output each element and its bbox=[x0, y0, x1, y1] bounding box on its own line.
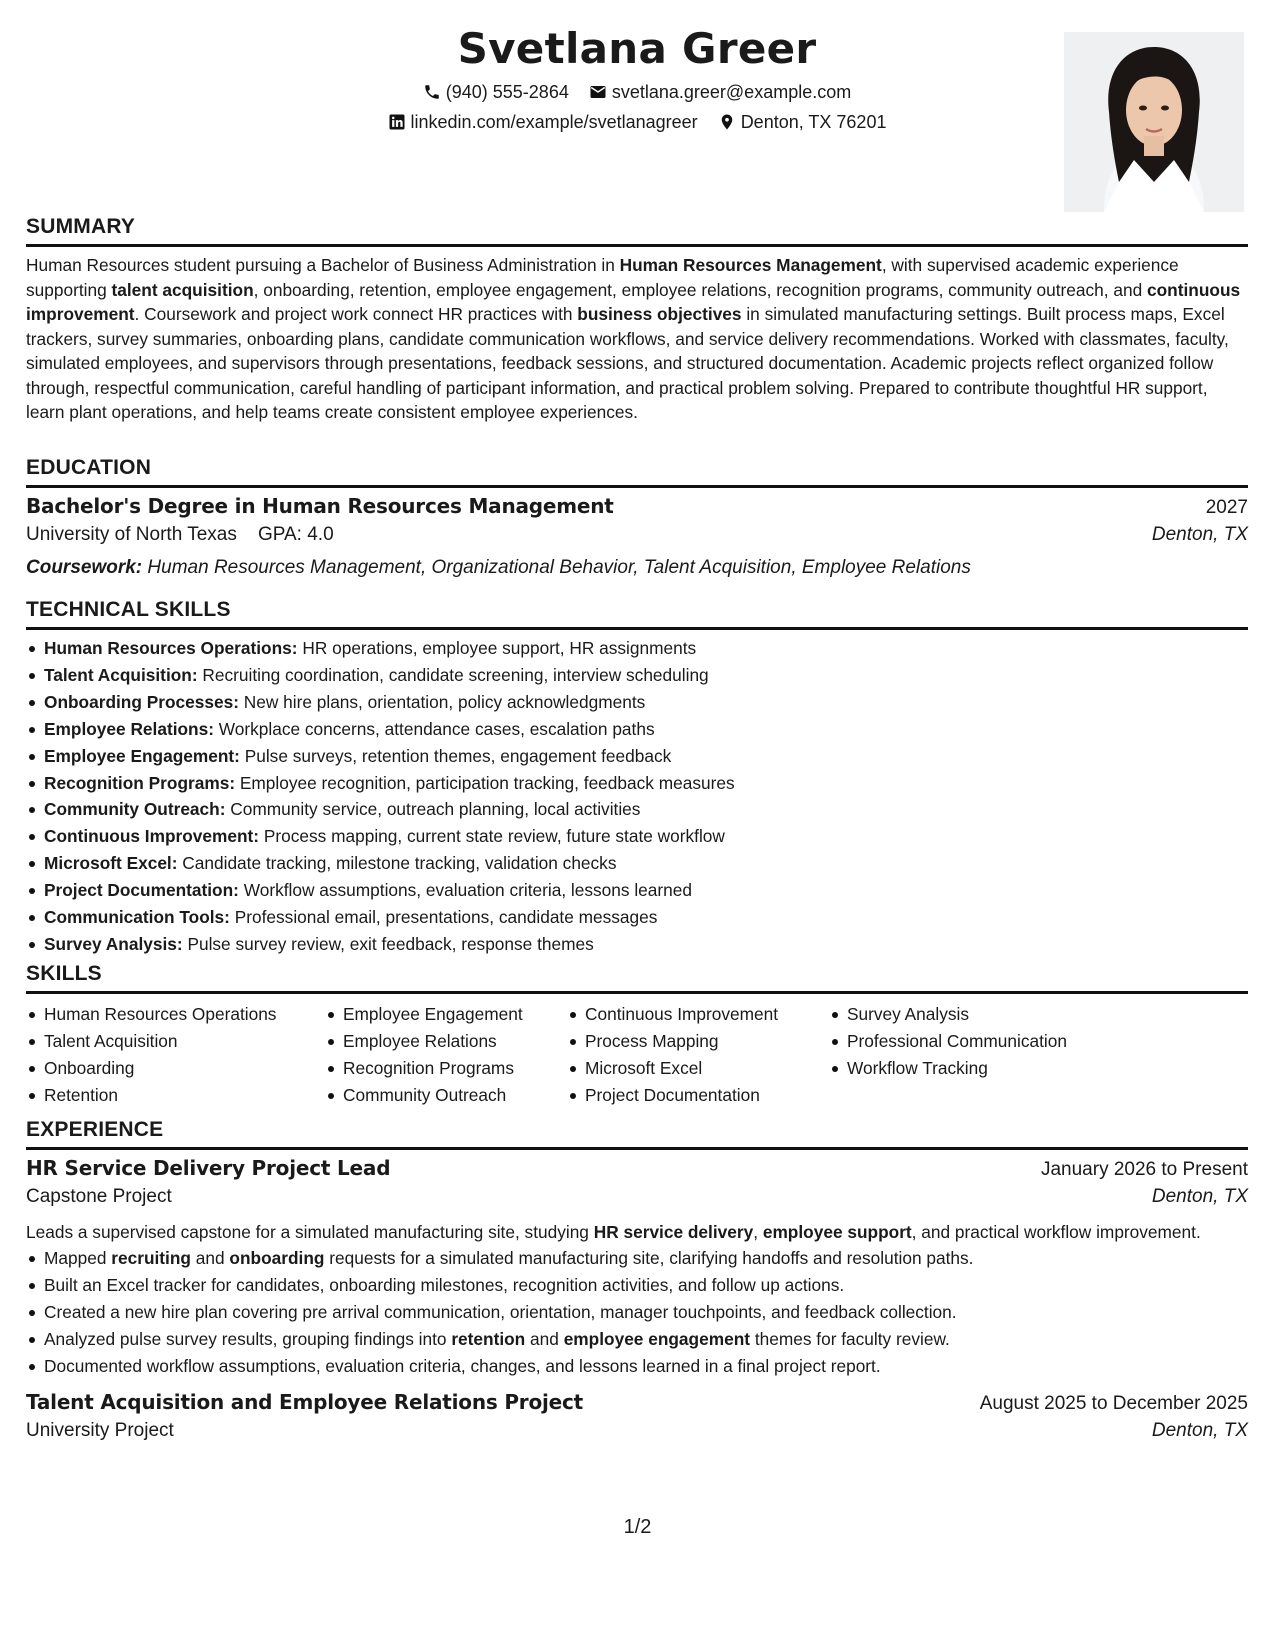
text-segment: in simulated manufacturing settings. Built process maps, Excel trackers, survey summaries, onboarding plans, candidate communication workflows, and service delivery recommendations. Worked with classmates, faculty, simulated employees, and supervisors through presentations, feedback sessions, and structured documentation. Academic projects reflect organized follow through, respectful communication, careful handling of participant information, and practical problem solving. Prepared to contribute thoughtful HR support, learn plant operations, and help teams create consistent employee experiences. bbox=[26, 304, 1229, 422]
skill-category: Recognition Programs: bbox=[44, 772, 236, 793]
skill-item: Community Outreach bbox=[343, 1082, 567, 1109]
linkedin-contact[interactable] bbox=[388, 110, 698, 134]
job-role: Talent Acquisition and Employee Relations Project bbox=[26, 1389, 584, 1414]
technical-skills-section bbox=[26, 597, 1248, 958]
summary-section bbox=[26, 214, 1248, 425]
section-divider bbox=[26, 485, 1248, 488]
skills-column bbox=[829, 1001, 1107, 1109]
resume-page bbox=[26, 0, 1248, 1650]
skill-item: Microsoft Excel bbox=[585, 1055, 829, 1082]
skill-item: Employee Relations bbox=[343, 1028, 567, 1055]
skill-item: Retention bbox=[44, 1082, 325, 1109]
coursework-line bbox=[26, 554, 1248, 582]
phone-contact bbox=[423, 80, 569, 104]
text-segment: Leads a supervised capstone for a simulated manufacturing site, studying bbox=[26, 1222, 594, 1242]
job-organization: University Project bbox=[26, 1419, 174, 1441]
skills-section bbox=[26, 961, 1248, 1109]
skill-details: Professional email, presentations, candidate messages bbox=[229, 907, 658, 928]
text-segment: , and practical workflow improvement. bbox=[911, 1222, 1201, 1242]
skill-category: Continuous Improvement: bbox=[44, 826, 260, 847]
email-text: svetlana.greer@example.com bbox=[611, 82, 852, 102]
skills-title: SKILLS bbox=[26, 962, 102, 985]
email-contact[interactable] bbox=[589, 80, 851, 104]
education-section bbox=[26, 455, 1248, 582]
technical-skill-item bbox=[44, 850, 1248, 877]
school-line bbox=[26, 524, 334, 546]
school-location: Denton, TX bbox=[1151, 524, 1248, 545]
job-bullet-item bbox=[44, 1326, 1248, 1353]
skill-item: Onboarding bbox=[44, 1055, 325, 1082]
job-bullets bbox=[26, 1245, 1248, 1380]
skill-item: Survey Analysis bbox=[847, 1001, 1107, 1028]
job-description bbox=[26, 1220, 1248, 1244]
job-bullet-item bbox=[44, 1353, 1248, 1380]
profile-photo bbox=[1064, 32, 1244, 212]
job-bullet-item bbox=[44, 1299, 1248, 1326]
job-dates: August 2025 to December 2025 bbox=[979, 1392, 1248, 1414]
job-dates: January 2026 to Present bbox=[1040, 1159, 1248, 1180]
job-bullet-item bbox=[44, 1245, 1248, 1272]
skill-category: Community Outreach: bbox=[44, 799, 226, 820]
skill-details: Workflow assumptions, evaluation criteria, lessons learned bbox=[238, 880, 692, 901]
text-segment: . Coursework and project work connect HR practices with bbox=[134, 304, 578, 324]
section-divider bbox=[26, 991, 1248, 994]
skill-item: Recognition Programs bbox=[343, 1055, 567, 1082]
skill-details: Pulse surveys, retention themes, engagement feedback bbox=[239, 745, 672, 766]
section-divider bbox=[26, 1147, 1248, 1150]
location-pin-icon bbox=[718, 113, 736, 131]
job-header-row bbox=[26, 1390, 1248, 1418]
technical-skills-title: TECHNICAL SKILLS bbox=[26, 598, 231, 621]
text-segment: , with supervised academic experience supporting bbox=[26, 255, 1179, 300]
skill-category: Project Documentation: bbox=[44, 880, 239, 901]
skill-item: Employee Engagement bbox=[343, 1001, 567, 1028]
skill-category: Survey Analysis: bbox=[44, 933, 183, 954]
text-segment: Built an Excel tracker for candidates, onboarding milestones, recognition activities, and follow up actions. bbox=[44, 1274, 845, 1295]
degree-name: Bachelor's Degree in Human Resources Management bbox=[26, 494, 614, 518]
technical-skill-item bbox=[44, 877, 1248, 904]
technical-skill-item bbox=[44, 689, 1248, 716]
technical-skill-item bbox=[44, 770, 1248, 797]
skill-category: Microsoft Excel: bbox=[44, 853, 178, 874]
emphasized-text: onboarding bbox=[229, 1248, 325, 1268]
skill-details: Candidate tracking, milestone tracking, validation checks bbox=[177, 853, 617, 874]
skill-item: Project Documentation bbox=[585, 1082, 829, 1109]
skill-details: HR operations, employee support, HR assignments bbox=[297, 638, 697, 658]
skill-item: Workflow Tracking bbox=[847, 1055, 1107, 1082]
technical-skill-item bbox=[44, 662, 1248, 689]
skill-details: Workplace concerns, attendance cases, escalation paths bbox=[213, 718, 655, 739]
linkedin-text: linkedin.com/example/svetlanagreer bbox=[410, 112, 698, 132]
text-segment: , bbox=[753, 1222, 763, 1242]
section-divider bbox=[26, 244, 1248, 247]
job-organization: Capstone Project bbox=[26, 1186, 172, 1207]
phone-icon bbox=[423, 83, 441, 101]
gpa: GPA: 4.0 bbox=[257, 524, 334, 545]
education-school-row bbox=[26, 524, 1248, 552]
job-bullet-item bbox=[44, 1272, 1248, 1299]
technical-skill-item bbox=[44, 823, 1248, 850]
text-segment: and bbox=[190, 1248, 230, 1268]
emphasized-text: employee engagement bbox=[563, 1328, 751, 1349]
text-segment: Mapped bbox=[44, 1248, 112, 1268]
text-segment: requests for a simulated manufacturing site, clarifying handoffs and resolution paths. bbox=[324, 1248, 974, 1268]
job-location: Denton, TX bbox=[1151, 1186, 1248, 1207]
experience-entry bbox=[26, 1390, 1248, 1448]
skills-column bbox=[567, 1001, 829, 1109]
job-header-row bbox=[26, 1156, 1248, 1184]
job-org-row bbox=[26, 1186, 1248, 1214]
job-org-row bbox=[26, 1420, 1248, 1448]
skill-category: Communication Tools: bbox=[44, 907, 230, 928]
skill-details: Community service, outreach planning, local activities bbox=[225, 799, 641, 820]
technical-skill-item bbox=[44, 931, 1248, 958]
skill-details: Recruiting coordination, candidate screening, interview scheduling bbox=[197, 664, 709, 685]
linkedin-icon bbox=[388, 113, 406, 131]
section-divider bbox=[26, 627, 1248, 630]
emphasized-text: employee support bbox=[762, 1222, 912, 1242]
emphasized-text: retention bbox=[451, 1328, 526, 1349]
experience-section bbox=[26, 1117, 1248, 1448]
job-location: Denton, TX bbox=[1151, 1419, 1248, 1441]
skills-grid bbox=[26, 1001, 1248, 1109]
text-segment: , onboarding, retention, employee engagement, employee relations, recognition programs, community outreach, and bbox=[253, 279, 1148, 300]
emphasized-text: Human Resources Management bbox=[619, 255, 882, 275]
summary-title: SUMMARY bbox=[26, 215, 136, 238]
technical-skills-list bbox=[26, 635, 1248, 958]
skills-column bbox=[26, 1001, 325, 1109]
text-segment: Human Resources student pursuing a Bachelor of Business Administration in bbox=[26, 255, 620, 275]
coursework-label: Coursework: bbox=[26, 557, 143, 578]
text-segment: Analyzed pulse survey results, grouping findings into bbox=[44, 1328, 452, 1349]
job-role: HR Service Delivery Project Lead bbox=[26, 1156, 391, 1180]
technical-skill-item bbox=[44, 635, 1248, 662]
skill-item: Continuous Improvement bbox=[585, 1001, 829, 1028]
emphasized-text: continuous improvement bbox=[26, 279, 1241, 324]
skill-category: Employee Relations: bbox=[44, 718, 214, 739]
coursework-list: Human Resources Management, Organizational Behavior, Talent Acquisition, Employee Relations bbox=[147, 557, 971, 578]
technical-skill-item bbox=[44, 904, 1248, 931]
skill-category: Human Resources Operations: bbox=[44, 638, 298, 658]
emphasized-text: HR service delivery bbox=[593, 1222, 754, 1242]
phone-text: (940) 555-2864 bbox=[445, 82, 569, 102]
technical-skill-item bbox=[44, 716, 1248, 743]
text-segment: and bbox=[525, 1328, 564, 1349]
skill-category: Onboarding Processes: bbox=[44, 691, 239, 712]
skill-item: Human Resources Operations bbox=[44, 1001, 325, 1028]
skill-item: Talent Acquisition bbox=[44, 1028, 325, 1055]
skill-category: Talent Acquisition: bbox=[44, 664, 198, 685]
skill-details: New hire plans, orientation, policy acknowledgments bbox=[238, 691, 646, 712]
experience-entry bbox=[26, 1156, 1248, 1380]
skill-details: Pulse survey review, exit feedback, response themes bbox=[182, 933, 594, 954]
summary-paragraph bbox=[26, 253, 1248, 425]
location-contact bbox=[718, 110, 887, 134]
skill-item: Process Mapping bbox=[585, 1028, 829, 1055]
page-number: 1/2 bbox=[623, 1516, 652, 1538]
skill-item: Professional Communication bbox=[847, 1028, 1107, 1055]
graduation-year: 2027 bbox=[1205, 497, 1248, 518]
emphasized-text: recruiting bbox=[111, 1248, 191, 1268]
emphasized-text: business objectives bbox=[577, 304, 742, 324]
emphasized-text: talent acquisition bbox=[111, 279, 254, 300]
education-title: EDUCATION bbox=[26, 456, 152, 479]
technical-skill-item bbox=[44, 743, 1248, 770]
education-degree-row bbox=[26, 494, 1248, 522]
experience-title: EXPERIENCE bbox=[26, 1118, 164, 1141]
location-text: Denton, TX 76201 bbox=[740, 112, 887, 132]
candidate-name: Svetlana Greer bbox=[457, 24, 817, 73]
skill-details: Employee recognition, participation tracking, feedback measures bbox=[235, 772, 735, 793]
skills-column bbox=[325, 1001, 567, 1109]
school-name: University of North Texas bbox=[26, 524, 237, 545]
text-segment: Documented workflow assumptions, evaluation criteria, changes, and lessons learned in a final project report. bbox=[44, 1355, 881, 1376]
text-segment: Created a new hire plan covering pre arrival communication, orientation, manager touchpoints, and feedback collection. bbox=[44, 1301, 957, 1322]
skill-category: Employee Engagement: bbox=[44, 745, 240, 766]
envelope-icon bbox=[589, 83, 607, 101]
text-segment: themes for faculty review. bbox=[750, 1328, 950, 1349]
skill-details: Process mapping, current state review, future state workflow bbox=[259, 826, 725, 847]
technical-skill-item bbox=[44, 796, 1248, 823]
